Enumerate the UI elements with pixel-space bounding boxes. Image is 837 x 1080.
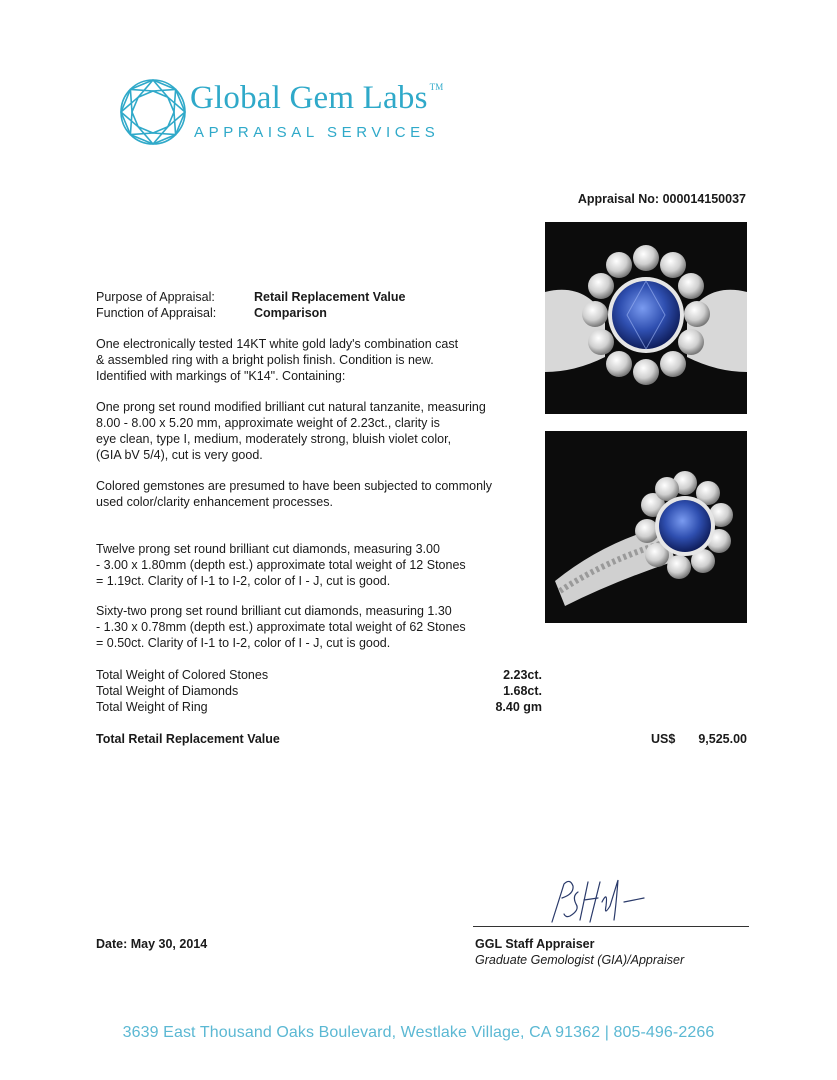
ring-angle-image <box>545 431 747 623</box>
total-value-label: Total Retail Replacement Value <box>96 732 280 746</box>
total-ring-weight-label: Total Weight of Ring <box>96 700 208 714</box>
total-diamonds-value: 1.68ct. <box>503 684 542 698</box>
ring-photo-front <box>545 222 747 414</box>
brand-subtitle: APPRAISAL SERVICES <box>194 124 440 141</box>
trademark-mark: TM <box>429 82 444 92</box>
brand-logo-icon <box>118 77 188 147</box>
total-value-currency: US$ <box>651 732 676 746</box>
ring-front-image <box>545 222 747 414</box>
total-value-amount: 9,525.00 <box>698 732 747 746</box>
total-colored-stones-value: 2.23ct. <box>503 668 542 682</box>
diamonds-12-description: Twelve prong set round brilliant cut diamonds, measuring 3.00 - 3.00 x 1.80mm (depth est.) approximate total weight of 12 Stones = 1.19ct. Clarity of I-1 to I-2, color of I - J, cut is good. <box>96 542 466 588</box>
signature-icon <box>540 876 650 926</box>
tanzanite-description: One prong set round modified brilliant cut natural tanzanite, measuring 8.00 - 8.00 x 5.20 mm, approximate weight of 2.23ct., clarity is eye clean, type I, medium, moderately strong, bluish violet color, (GIA bV 5/4), cut is very good. <box>96 400 486 462</box>
total-diamonds-label: Total Weight of Diamonds <box>96 684 239 698</box>
appraisal-date: Date: May 30, 2014 <box>96 937 208 951</box>
purpose-value: Retail Replacement Value <box>254 290 406 304</box>
purpose-label: Purpose of Appraisal: <box>96 290 215 304</box>
signature-line <box>473 926 749 927</box>
ring-description: One electronically tested 14KT white gold lady's combination cast & assembled ring with a bright polish finish. Condition is new. Identified with markings of "K14". Containing: <box>96 337 459 383</box>
footer-address: 3639 East Thousand Oaks Boulevard, Westlake Village, CA 91362 | 805-496-2266 <box>122 1024 715 1041</box>
ring-photo-angle <box>545 431 747 623</box>
total-colored-stones-label: Total Weight of Colored Stones <box>96 668 269 682</box>
function-label: Function of Appraisal: <box>96 306 217 320</box>
enhancement-note: Colored gemstones are presumed to have been subjected to commonly used color/clarity enhancement processes. <box>96 479 493 509</box>
appraiser-credentials: Graduate Gemologist (GIA)/Appraiser <box>475 953 685 967</box>
brand-name: Global Gem Labs ™ <box>190 80 444 116</box>
appraiser-title: GGL Staff Appraiser <box>475 937 595 951</box>
total-ring-weight-value: 8.40 gm <box>495 700 542 714</box>
function-value: Comparison <box>254 306 327 320</box>
appraisal-number: Appraisal No: 000014150037 <box>577 192 746 206</box>
diamonds-62-description: Sixty-two prong set round brilliant cut diamonds, measuring 1.30 - 1.30 x 0.78mm (depth est.) approximate total weight of 62 Stones = 0.50ct. Clarity of I-1 to I-2, color of I - J, cut is good. <box>96 604 466 650</box>
